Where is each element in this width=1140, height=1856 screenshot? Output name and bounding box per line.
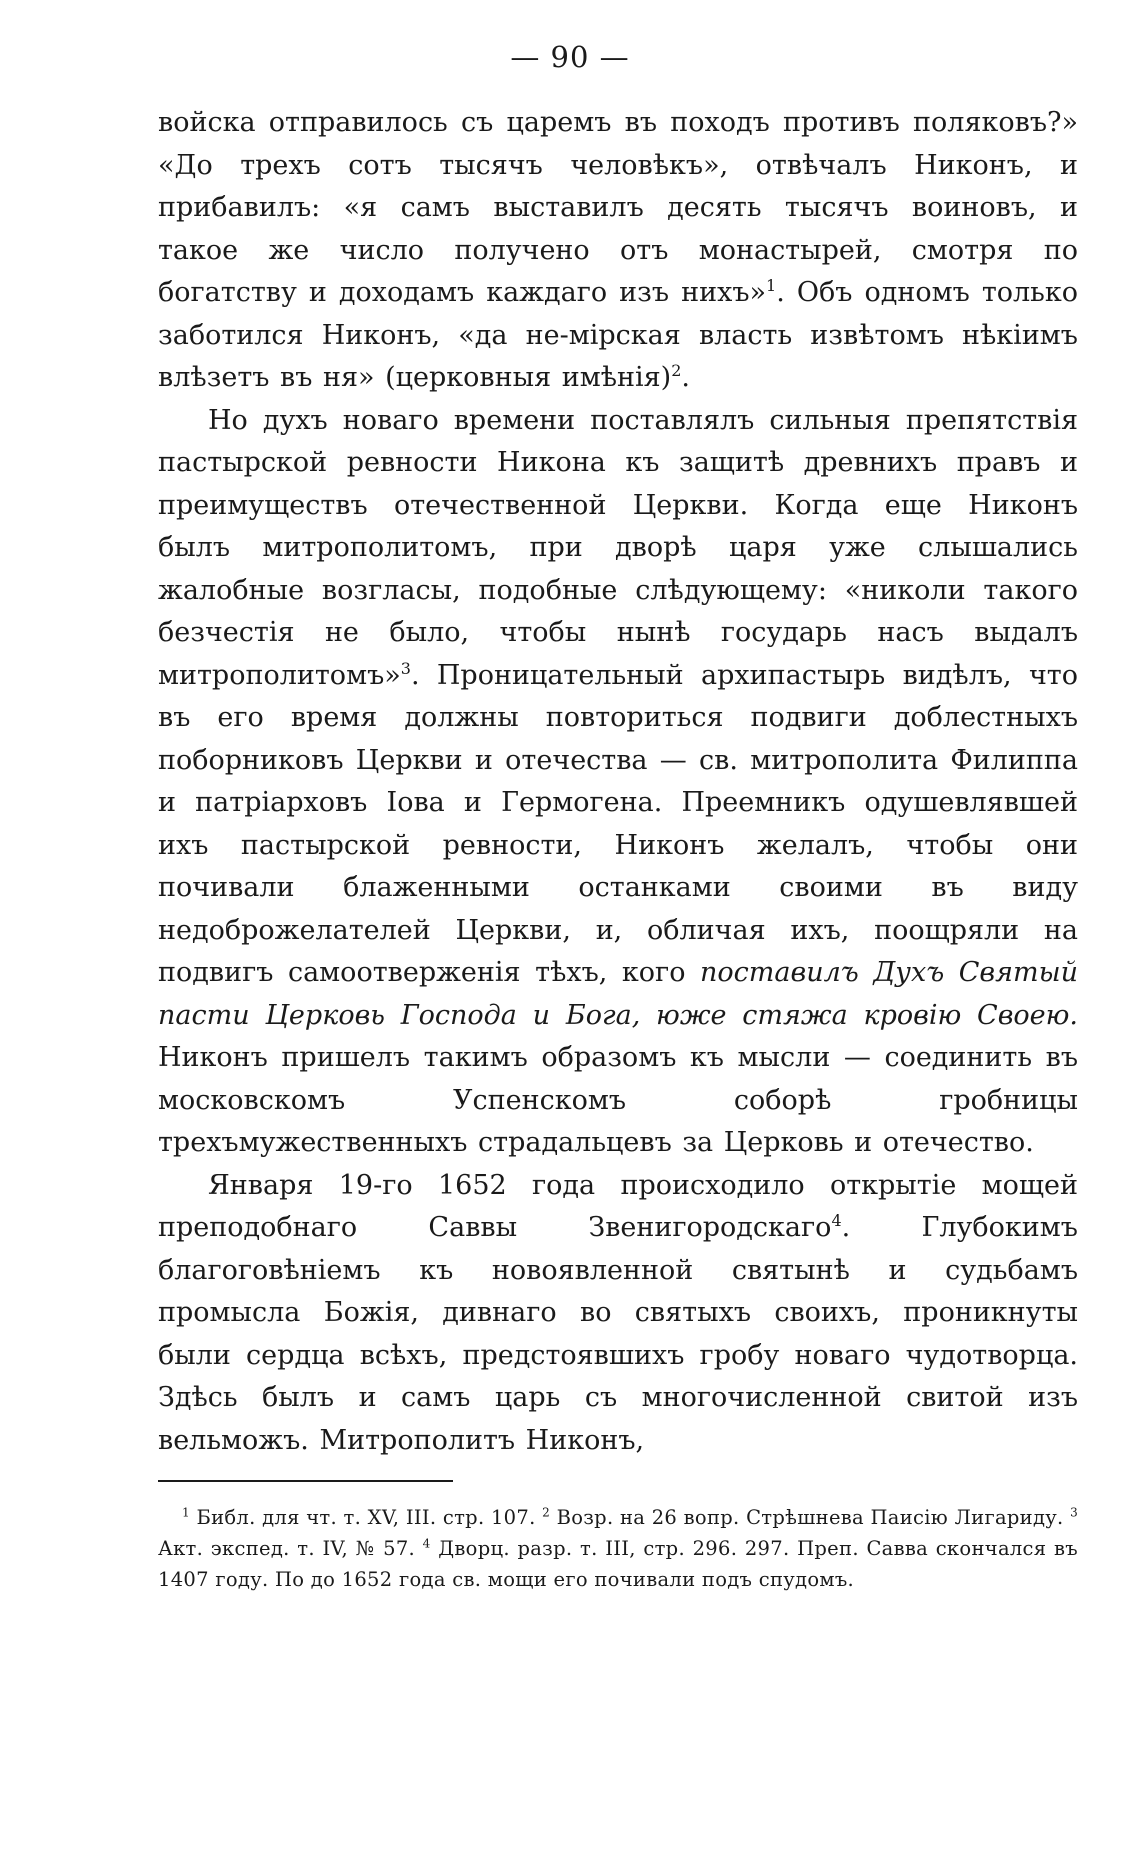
- text-run: Возр. на 26 вопр. Стрѣшнева Паисію Лигариду.: [550, 1506, 1071, 1529]
- text-run: Никонъ пришелъ такимъ образомъ къ мысли — соединить въ московскомъ Успенскомъ соборѣ гробницы трехъмужественныхъ страдальцевъ за Церковь и отечество.: [158, 1042, 1078, 1158]
- text-run: .: [681, 362, 690, 393]
- footnote-marker: 3: [400, 658, 411, 678]
- footnote-divider: [158, 1480, 453, 1482]
- paragraph: [158, 400, 1078, 1165]
- text-run: Дворц. разр. т. III, стр. 296. 297. Преп. Савва скончался въ 1407 году. По до 1652 года св. мощи его почивали подъ спудомъ.: [158, 1537, 1078, 1591]
- text-run: . Проницательный архипастырь видѣлъ, что въ его время должны повториться подвиги доблестныхъ поборниковъ Церкви и отечества — св. митрополита Филиппа и патріарховъ Іова и Гермогена. Преемникъ одушевлявшей ихъ пастырской ревности, Никонъ желалъ, чтобы они почивали блаженными останками своими въ виду недоброжелателей Церкви, и, обличая ихъ, поощряли на подвигъ самоотверженія тѣхъ, кого: [158, 659, 1078, 988]
- footnote-marker: 3: [1070, 1505, 1079, 1520]
- footnote-block: [158, 1502, 1078, 1595]
- footnote-marker: 4: [422, 1536, 431, 1551]
- text-run: Но духъ новаго времени поставлялъ сильныя препятствія пастырской ревности Никона къ защитѣ древнихъ правъ и преимуществъ отечественной Церкви. Когда еще Никонъ былъ митрополитомъ, при дворѣ царя уже слышались жалобные возгласы, подобные слѣдующему: «николи такого безчестія не было, чтобы нынѣ государь насъ выдалъ митрополитомъ»: [158, 404, 1078, 691]
- footnote-marker: 1: [766, 276, 777, 295]
- paragraph: [158, 1165, 1078, 1463]
- footnote-marker: 1: [182, 1505, 190, 1520]
- paragraph: [158, 102, 1078, 400]
- footnotes: [158, 1502, 1078, 1595]
- text-run: войска отправилось съ царемъ въ походъ противъ поляковъ?» «До трехъ сотъ тысячъ человѣкъ», отвѣчалъ Никонъ, и прибавилъ: «я самъ выставилъ десять тысячъ воиновъ, и такое же число получено отъ монастырей, смотря по богатству и доходамъ каждаго изъ нихъ»: [158, 107, 1078, 308]
- body-text: [158, 102, 1078, 1462]
- footnote-marker: 2: [671, 361, 682, 380]
- text-run: Библ. для чт. т. XV, III. стр. 107.: [189, 1506, 543, 1529]
- footnote-marker: 2: [542, 1505, 551, 1520]
- italic-quote: поставилъ Духъ Святый пасти Церковь Господа и Бога, юже стяжа кровію Своею.: [158, 957, 1078, 1031]
- text-run: Акт. экспед. т. IV, № 57.: [158, 1537, 423, 1560]
- text-run: . Глубокимъ благоговѣніемъ къ новоявленной святынѣ и судьбамъ промысла Божія, дивнаго во святыхъ своихъ, проникнуты были сердца всѣхъ, предстоявшихъ гробу новаго чудотворца. Здѣсь былъ и самъ царь съ многочисленной свитой изъ вельможъ. Митрополитъ Никонъ,: [158, 1212, 1078, 1456]
- text-run: Января 19-го 1652 года происходило открытіе мощей преподобнаго Саввы Звенигородскаго: [158, 1169, 1078, 1243]
- footnote-marker: 4: [831, 1211, 842, 1230]
- text-run: . Объ одномъ только заботился Никонъ, «да не-мірская власть извѣтомъ нѣкіимъ влѣзетъ въ ня» (церковныя имѣнія): [158, 277, 1078, 393]
- page-number: — 90 —: [510, 40, 630, 74]
